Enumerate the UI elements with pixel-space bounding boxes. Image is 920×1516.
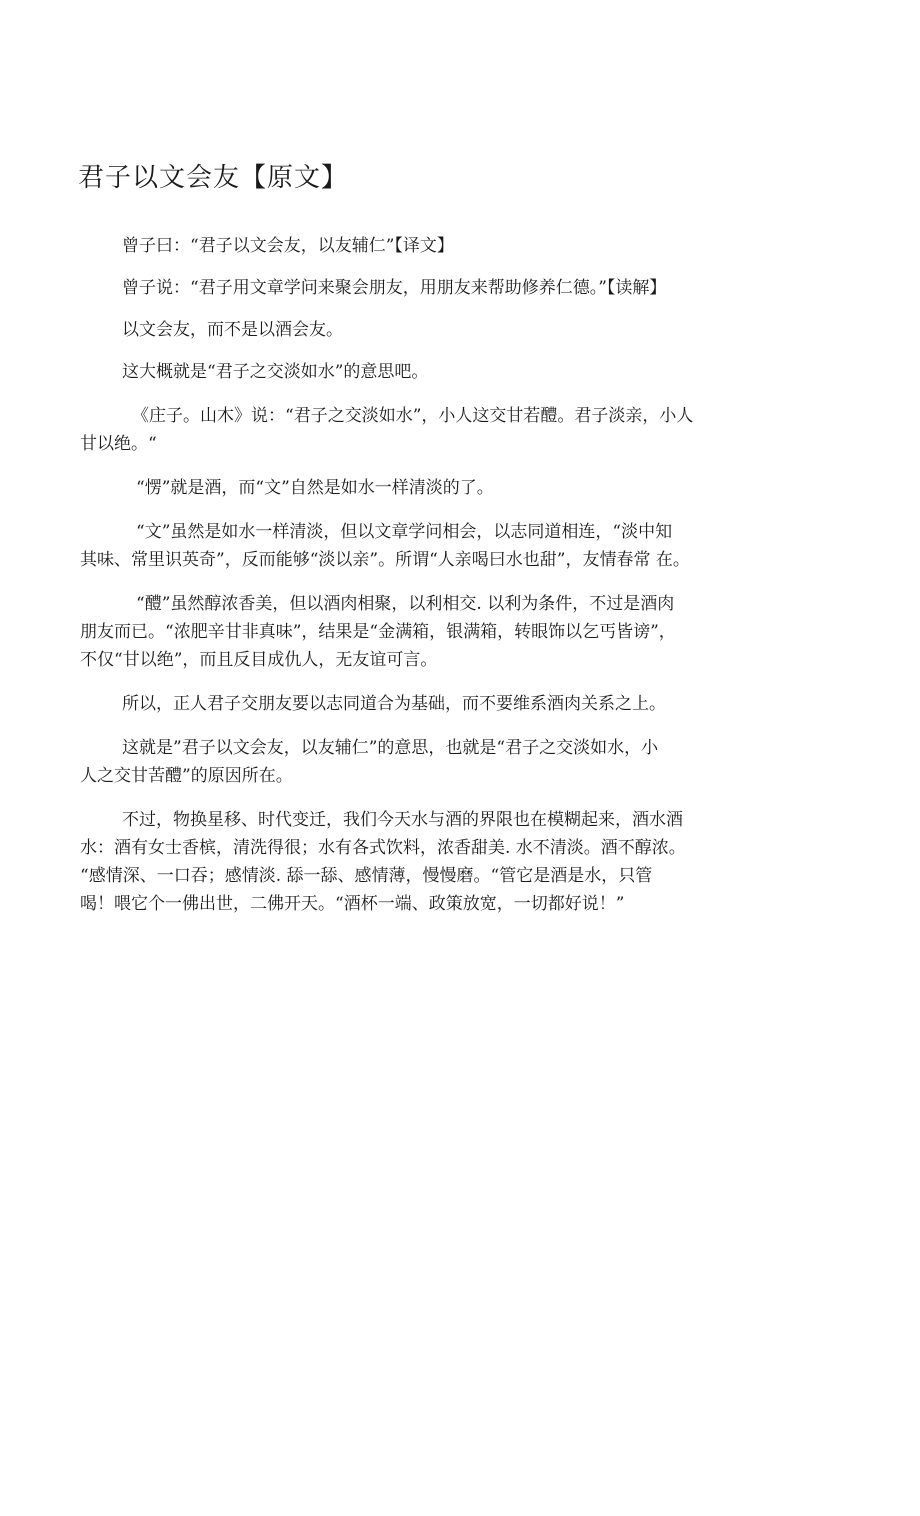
text-line: 朋友而已。“浓肥辛甘非真味”，结果是“金满箱，银满箱，转眼饰以乞丐皆谤”， <box>80 622 676 642</box>
text-line: “文”虽然是如水一样清淡，但以文章学问相会，以志同道相连，“淡中知 <box>136 522 673 542</box>
text-line: 曾子说：“君子用文章学问来聚会朋友，用朋友来帮助修养仁德。”【读解】 <box>122 278 667 298</box>
paragraph-9 <box>80 690 840 718</box>
text-line: 所以，正人君子交朋友要以志同道合为基础，而不要维系酒肉关系之上。 <box>122 694 666 714</box>
document-title: 君子以文会友【原文】 <box>78 163 349 193</box>
text-line: 水：酒有女士香槟，清洗得很；水有各式饮料，浓香甜美. 水不清淡。酒不醇浓。 <box>80 838 686 858</box>
paragraph-1 <box>80 232 840 260</box>
text-line: 喝！喂它个一佛出世，二佛开天。“酒杯一端、政策放宽，一切都好说！” <box>80 894 625 914</box>
text-line: 曾子曰：“君子以文会友，以友辅仁”【译文】 <box>122 236 454 256</box>
text-line: “愣”就是酒，而“文”自然是如水一样清淡的了。 <box>136 478 494 498</box>
paragraph-8 <box>80 590 840 674</box>
text-line: “感情深、一口吞；感情淡. 舔一舔、感情薄，慢慢磨。“管它是酒是水，只管 <box>80 866 653 886</box>
paragraph-3 <box>80 316 840 344</box>
paragraph-11 <box>80 806 840 918</box>
paragraph-2 <box>80 274 840 302</box>
document-body <box>80 232 840 918</box>
text-line: 不仅“甘以绝”，而且反目成仇人，无友谊可言。 <box>80 650 438 670</box>
text-line: 不过，物换星移、时代变迁，我们今天水与酒的界限也在模糊起来，酒水酒 <box>122 810 683 830</box>
text-line: 以文会友，而不是以酒会友。 <box>122 320 343 340</box>
paragraph-4 <box>80 358 840 386</box>
text-line: 人之交甘苦醴”的原因所在。 <box>80 766 293 786</box>
text-line: 《庄子。山木》说：“君子之交淡如水”，小人这交甘若醴。君子淡亲，小人 <box>132 406 694 426</box>
paragraph-5 <box>80 402 840 458</box>
text-line: 这就是”君子以文会友，以友辅仁”的意思，也就是“君子之交淡如水，小 <box>122 738 659 758</box>
paragraph-7 <box>80 518 840 574</box>
text-line: 其味、常里识英奇”，反而能够“淡以亲”。所谓“人亲喝曰水也甜”，友情春常 在。 <box>80 550 690 570</box>
text-line: “醴”虽然醇浓香美，但以酒肉相聚，以利相交. 以利为条件，不过是酒肉 <box>136 594 675 614</box>
text-line: 这大概就是“君子之交淡如水”的意思吧。 <box>122 362 429 382</box>
paragraph-6 <box>80 474 840 502</box>
text-line: 甘以绝。“ <box>80 434 157 454</box>
paragraph-10 <box>80 734 840 790</box>
